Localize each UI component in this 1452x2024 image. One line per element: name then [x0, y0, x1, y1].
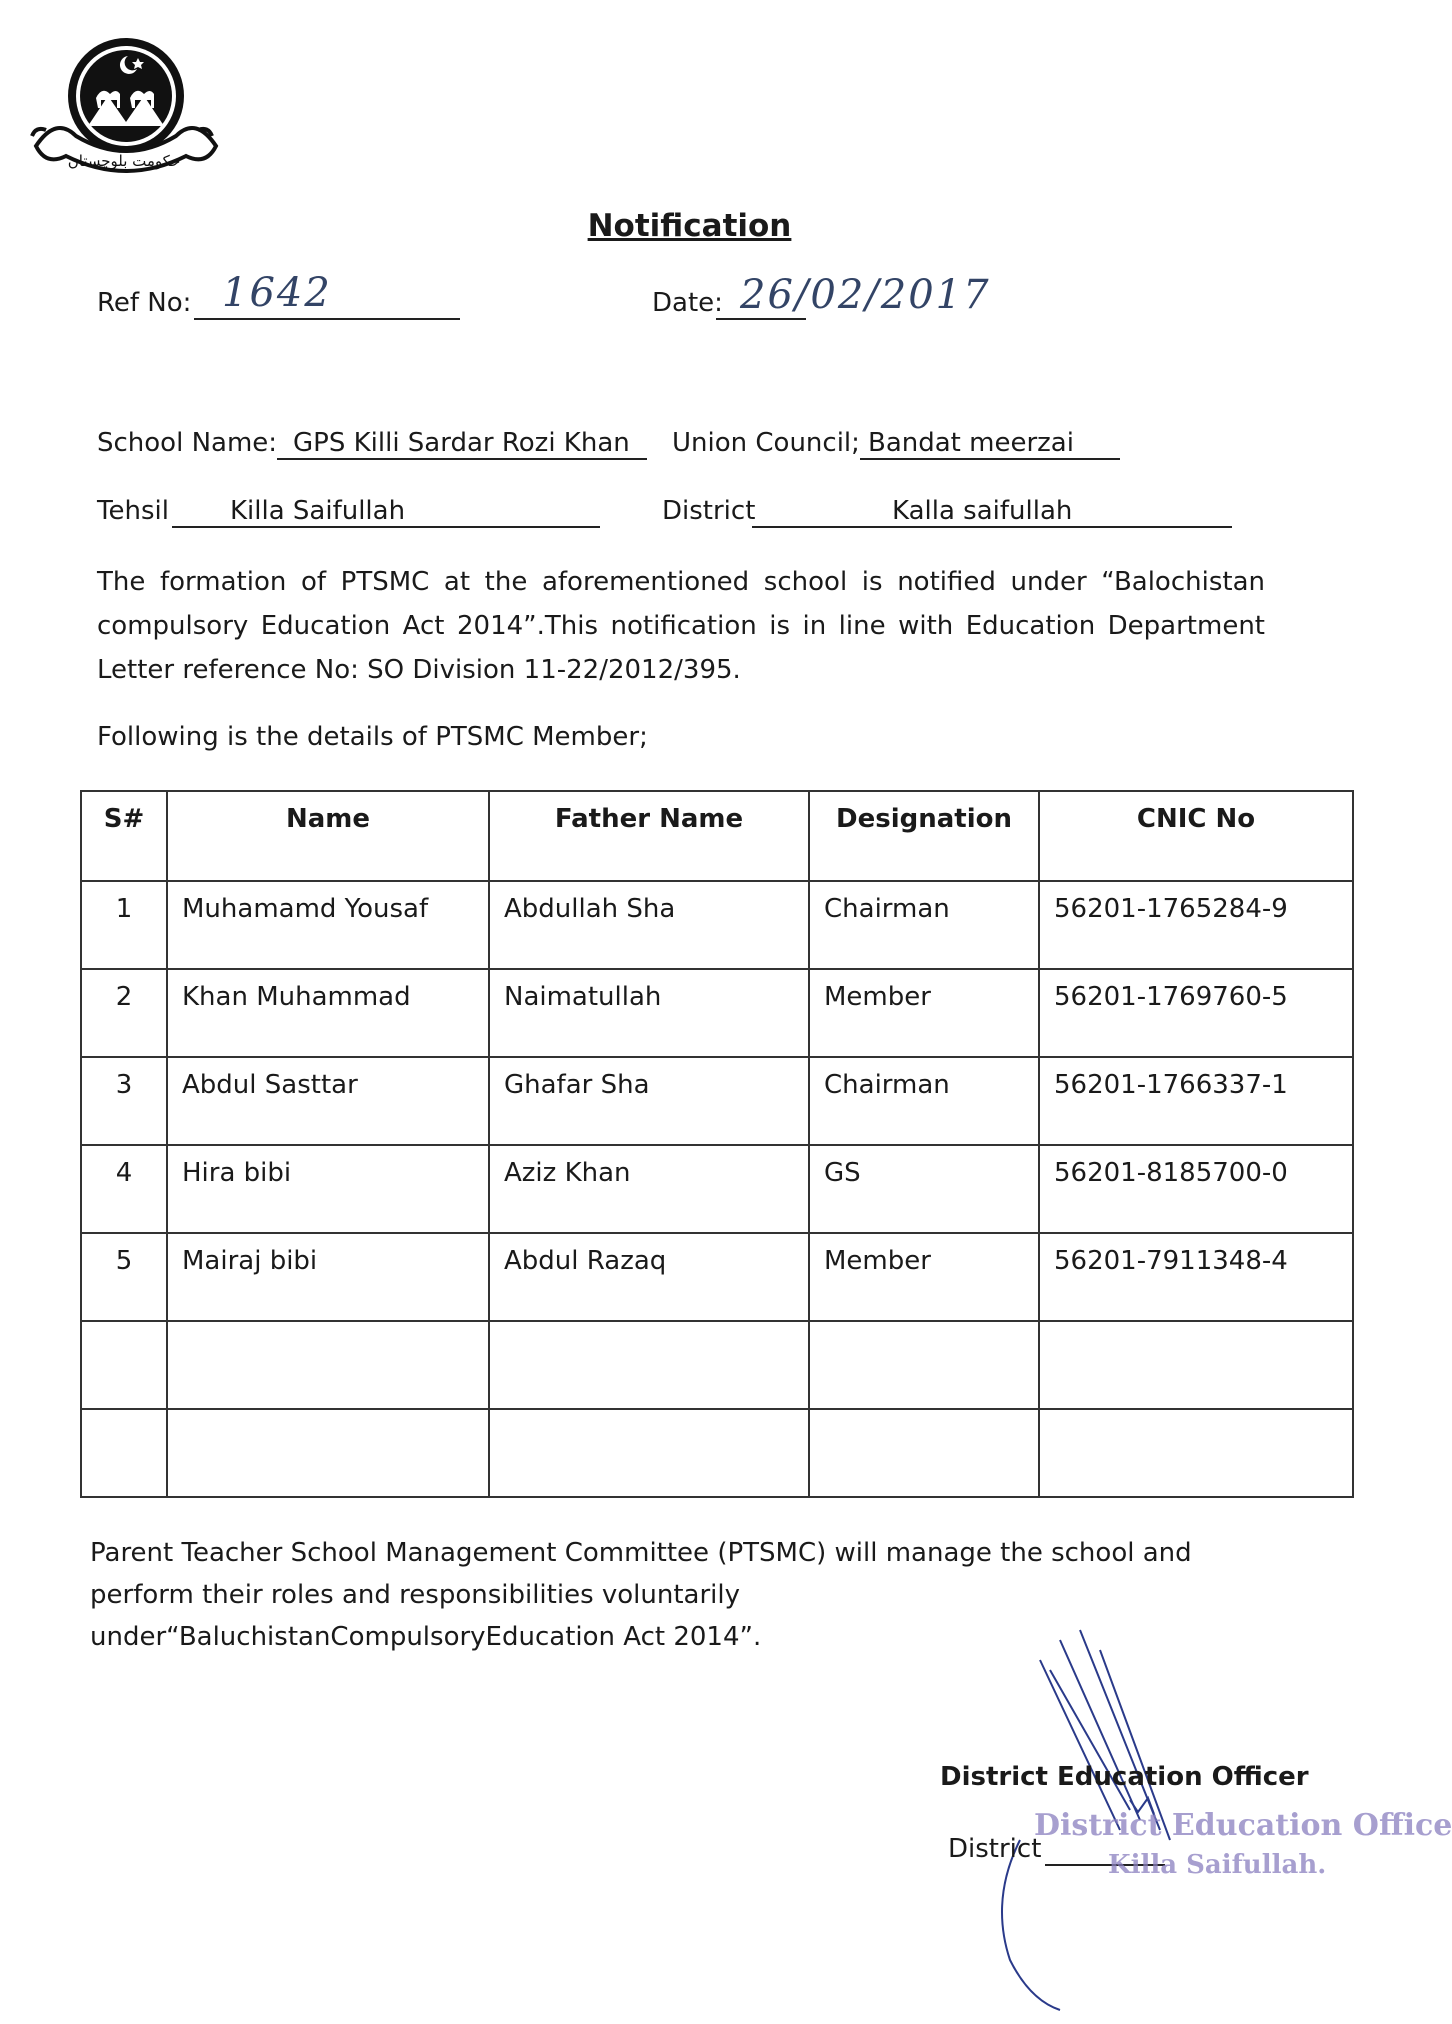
tehsil-label: Tehsil [97, 496, 169, 526]
district-label: District [662, 496, 756, 526]
cell-sn: 2 [81, 969, 167, 1057]
cell-designation: Chairman [809, 1057, 1039, 1145]
cell-designation: GS [809, 1145, 1039, 1233]
table-row-empty [81, 1409, 1353, 1497]
intro-paragraph: The formation of PTSMC at the aforementioned school is notified under “Balochistan compulsory Education Act 2014”.This notification is in line with Education Department Letter reference No: SO Division 11-22/2012/395. [97, 567, 1265, 685]
cell-father-name: Ghafar Sha [489, 1057, 809, 1145]
cell-sn: 1 [81, 881, 167, 969]
table-header-row [81, 791, 1353, 881]
date-label: Date: [652, 288, 723, 318]
ref-underline [194, 318, 460, 320]
cell-name: Mairaj bibi [167, 1233, 489, 1321]
cell-sn: 3 [81, 1057, 167, 1145]
col-header-designation: Designation [809, 791, 1039, 881]
ref-label: Ref No: [97, 288, 192, 318]
cell-cnic: 56201-1766337-1 [1039, 1057, 1353, 1145]
cell-sn: 5 [81, 1233, 167, 1321]
members-table [80, 790, 1354, 1498]
table-row [81, 969, 1353, 1057]
cell-name: Hira bibi [167, 1145, 489, 1233]
table-row [81, 1233, 1353, 1321]
page-title: Notification [587, 208, 792, 244]
signature-district-label: District [948, 1834, 1042, 1864]
cell-father-name: Naimatullah [489, 969, 809, 1057]
government-emblem-icon [26, 26, 222, 188]
official-stamp-line1: District Education Office [1034, 1808, 1452, 1843]
cell-name: Abdul Sasttar [167, 1057, 489, 1145]
ref-value: 1642 [222, 270, 332, 316]
cell-father-name: Abdul Razaq [489, 1233, 809, 1321]
table-row-empty [81, 1321, 1353, 1409]
details-heading: Following is the details of PTSMC Member; [97, 722, 648, 752]
closing-paragraph: Parent Teacher School Management Committee (PTSMC) will manage the school and perform their roles and responsibilities voluntarily under“BaluchistanCompulsoryEducation Act 2014”. [90, 1538, 1192, 1652]
date-value: 26/02/2017 [740, 272, 991, 318]
cell-cnic: 56201-1769760-5 [1039, 969, 1353, 1057]
union-council-label: Union Council; [672, 428, 860, 458]
col-header-name: Name [167, 791, 489, 881]
cell-sn: 4 [81, 1145, 167, 1233]
district-value: Kalla saifullah [892, 496, 1073, 526]
cell-name: Khan Muhammad [167, 969, 489, 1057]
table-row [81, 1057, 1353, 1145]
col-header-father-name: Father Name [489, 791, 809, 881]
col-header-sn: S# [81, 791, 167, 881]
col-header-cnic: CNIC No [1039, 791, 1353, 881]
school-value: GPS Killi Sardar Rozi Khan [293, 428, 630, 458]
cell-designation: Chairman [809, 881, 1039, 969]
table-row [81, 881, 1353, 969]
signature-title: District Education Officer [940, 1762, 1309, 1792]
cell-designation: Member [809, 969, 1039, 1057]
cell-cnic: 56201-8185700-0 [1039, 1145, 1353, 1233]
cell-father-name: Aziz Khan [489, 1145, 809, 1233]
school-label: School Name: [97, 428, 278, 458]
union-council-value: Bandat meerzai [868, 428, 1074, 458]
tehsil-underline [172, 526, 600, 528]
date-underline [716, 318, 806, 320]
cell-cnic: 56201-1765284-9 [1039, 881, 1353, 969]
district-underline [752, 526, 1232, 528]
table-row [81, 1145, 1353, 1233]
school-underline [277, 458, 647, 460]
cell-name: Muhamamd Yousaf [167, 881, 489, 969]
official-stamp-line2: Killa Saifullah. [1108, 1850, 1327, 1880]
emblem-caption: حکومت بلوچستان [67, 152, 181, 170]
cell-cnic: 56201-7911348-4 [1039, 1233, 1353, 1321]
union-council-underline [860, 458, 1120, 460]
cell-father-name: Abdullah Sha [489, 881, 809, 969]
cell-designation: Member [809, 1233, 1039, 1321]
tehsil-value: Killa Saifullah [230, 496, 406, 526]
